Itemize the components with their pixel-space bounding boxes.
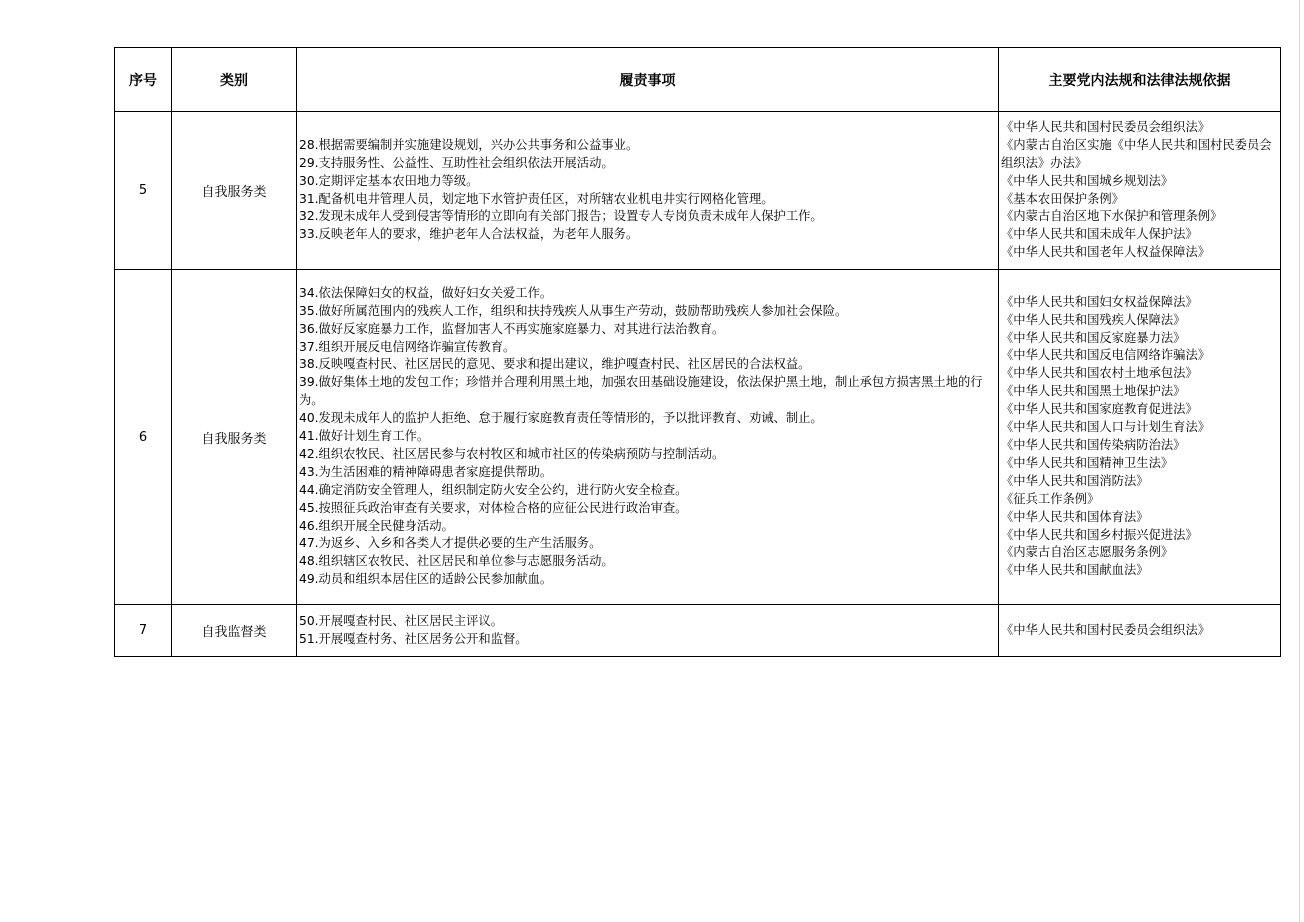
duty-item: 43.为生活困难的精神障碍患者家庭提供帮助。 (299, 464, 553, 479)
duty-item: 44.确定消防安全管理人，组织制定防火安全公约，进行防火安全检查。 (299, 482, 688, 497)
duty-item: 49.动员和组织本居住区的适龄公民参加献血。 (299, 572, 553, 587)
basis-item: 《中华人民共和国残疾人保障法》 (1001, 312, 1186, 327)
duty-item: 37.组织开展反电信网络诈骗宣传教育。 (299, 339, 516, 354)
duty-list (297, 112, 999, 270)
duty-item: 29.支持服务性、公益性、互助性社会组织依法开展活动。 (299, 155, 614, 170)
basis-item: 《中华人民共和国未成年人保护法》 (1001, 227, 1198, 242)
basis-item: 《中华人民共和国村民委员会组织法》 (1001, 622, 1211, 637)
row-seq: 6 (115, 270, 172, 605)
basis-item: 《中华人民共和国农村土地承包法》 (1001, 366, 1198, 381)
basis-item: 《征兵工作条例》 (1001, 491, 1100, 506)
header-category: 类别 (172, 48, 297, 112)
basis-item: 《中华人民共和国体育法》 (1001, 509, 1149, 524)
header-duties: 履责事项 (297, 48, 999, 112)
duty-item: 42.组织农牧民、社区居民参与农村牧区和城市社区的传染病预防与控制活动。 (299, 446, 725, 461)
basis-item: 《中华人民共和国传染病防治法》 (1001, 438, 1186, 452)
duty-item: 40.发现未成年人的监护人拒绝、怠于履行家庭教育责任等情形的，予以批评教育、劝诫、制止。 (299, 411, 823, 426)
duty-item: 32.发现未成年人受到侵害等情形的立即向有关部门报告；设置专人专岗负责未成年人保护工作。 (299, 209, 823, 224)
duty-item: 47.为返乡、入乡和各类人才提供必要的生产生活服务。 (299, 536, 602, 551)
duty-item: 34.依法保障妇女的权益，做好妇女关爱工作。 (299, 285, 553, 300)
header-seq: 序号 (115, 48, 172, 112)
basis-item: 《中华人民共和国反家庭暴力法》 (1001, 330, 1186, 345)
duty-item: 51.开展嘎查村务、社区居务公开和监督。 (299, 631, 528, 646)
duty-list (297, 605, 999, 657)
basis-list (999, 270, 1281, 605)
row-category: 自我服务类 (172, 112, 297, 270)
page-edge-divider (1299, 0, 1300, 922)
duty-item: 31.配备机电井管理人员，划定地下水管护责任区，对所辖农业机电井实行网格化管理。 (299, 191, 774, 206)
duty-item: 50.开展嘎查村民、社区居民主评议。 (299, 613, 504, 628)
duty-item: 38.反映嘎查村民、社区居民的意见、要求和提出建议，维护嘎查村民、社区居民的合法权益。 (299, 357, 811, 372)
basis-item: 《中华人民共和国精神卫生法》 (1001, 455, 1174, 470)
row-category: 自我监督类 (172, 605, 297, 657)
duty-item: 41.做好计划生育工作。 (299, 429, 430, 444)
duty-item: 46.组织开展全民健身活动。 (299, 518, 454, 533)
basis-item: 《中华人民共和国妇女权益保障法》 (1001, 294, 1198, 309)
basis-item: 《内蒙古自治区地下水保护和管理条例》 (1001, 209, 1223, 224)
row-category: 自我服务类 (172, 270, 297, 605)
table-row (115, 605, 1281, 657)
basis-item: 《内蒙古自治区实施《中华人民共和国村民委员会组织法》办法》 (1001, 137, 1272, 170)
basis-item: 《中华人民共和国家庭教育促进法》 (1001, 402, 1198, 417)
basis-item: 《中华人民共和国城乡规划法》 (1001, 173, 1174, 188)
basis-item: 《中华人民共和国献血法》 (1001, 563, 1149, 578)
basis-item: 《中华人民共和国村民委员会组织法》 (1001, 119, 1211, 134)
basis-item: 《基本农田保护条例》 (1001, 191, 1124, 206)
basis-item: 《内蒙古自治区志愿服务条例》 (1001, 545, 1174, 560)
basis-list (999, 112, 1281, 270)
duty-item: 48.组织辖区农牧民、社区居民和单位参与志愿服务活动。 (299, 554, 614, 569)
basis-item: 《中华人民共和国人口与计划生育法》 (1001, 420, 1211, 435)
basis-item: 《中华人民共和国黑土地保护法》 (1001, 384, 1186, 399)
duty-item: 33.反映老年人的要求，维护老年人合法权益，为老年人服务。 (299, 227, 639, 242)
duties-table (114, 47, 1281, 657)
duty-item: 28.根据需要编制并实施建设规划，兴办公共事务和公益事业。 (299, 137, 639, 152)
basis-item: 《中华人民共和国老年人权益保障法》 (1001, 245, 1211, 260)
table-row (115, 112, 1281, 270)
duty-item: 35.做好所属范围内的残疾人工作，组织和扶持残疾人从事生产劳动，鼓励帮助残疾人参加社会保险。 (299, 303, 848, 318)
row-seq: 7 (115, 605, 172, 657)
basis-list (999, 605, 1281, 657)
header-basis: 主要党内法规和法律法规依据 (999, 48, 1281, 112)
basis-item: 《中华人民共和国消防法》 (1001, 473, 1149, 488)
basis-item: 《中华人民共和国反电信网络诈骗法》 (1001, 348, 1211, 363)
duty-item: 39.做好集体土地的发包工作；珍惜并合理利用黑土地，加强农田基础设施建设，依法保护黑土地，制止承包方损害黑土地的行为。 (299, 375, 983, 408)
table-row (115, 270, 1281, 605)
duty-list (297, 270, 999, 605)
duty-item: 45.按照征兵政治审查有关要求，对体检合格的应征公民进行政治审查。 (299, 500, 688, 515)
duty-item: 36.做好反家庭暴力工作，监督加害人不再实施家庭暴力、对其进行法治教育。 (299, 321, 725, 336)
duty-item: 30.定期评定基本农田地力等级。 (299, 173, 479, 188)
basis-item: 《中华人民共和国乡村振兴促进法》 (1001, 527, 1198, 542)
row-seq: 5 (115, 112, 172, 270)
table-header-row (115, 48, 1281, 112)
